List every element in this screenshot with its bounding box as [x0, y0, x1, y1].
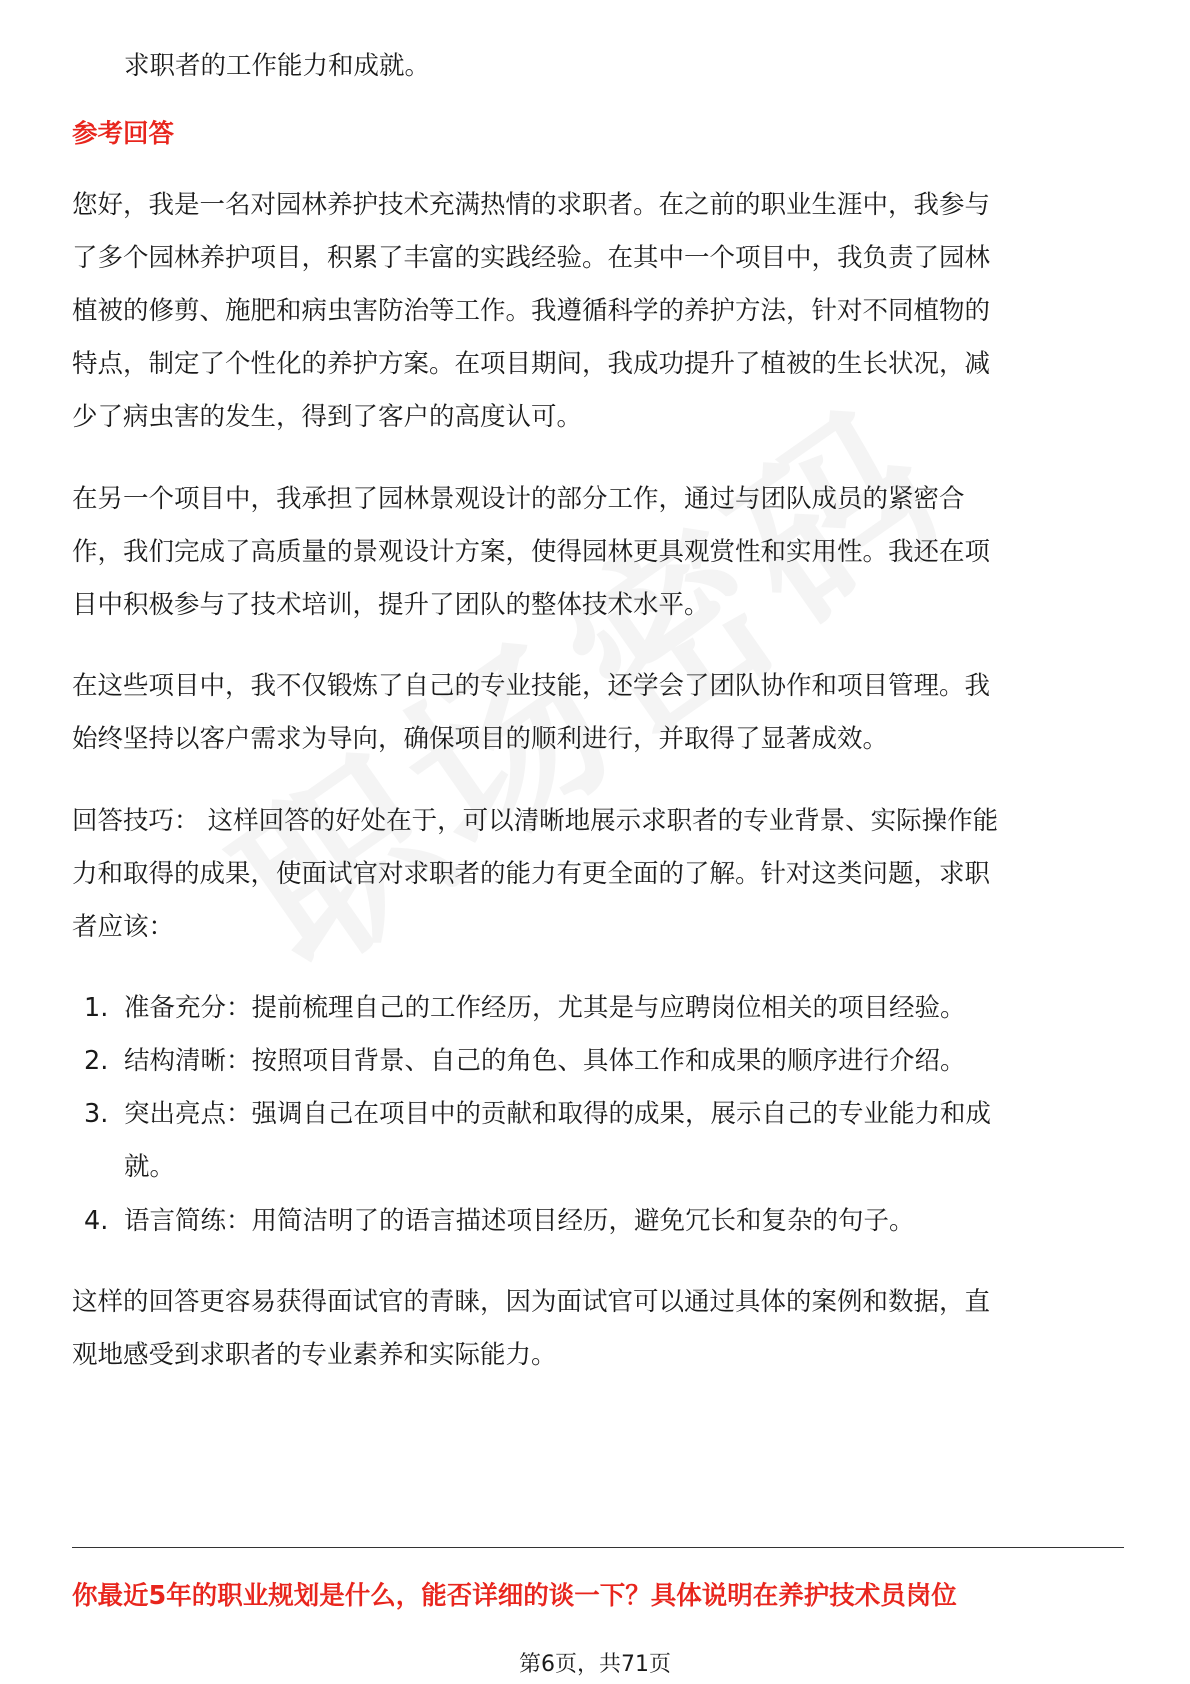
list-text: 准备充分：提前梳理自己的工作经历，尤其是与应聘岗位相关的项目经验。: [124, 993, 966, 1023]
text-line: 力和取得的成果，使面试官对求职者的能力有更全面的了解。针对这类问题，求职: [72, 859, 991, 889]
divider: [72, 1547, 1124, 1548]
text-line: 在另一个项目中，我承担了园林景观设计的部分工作，通过与团队成员的紧密合: [72, 484, 965, 514]
text-line: 者应该：: [72, 912, 175, 942]
text-line: 了多个园林养护项目，积累了丰富的实践经验。在其中一个项目中，我负责了园林: [72, 243, 991, 273]
list-number: 2.: [84, 1046, 109, 1076]
list-text: 突出亮点：强调自己在项目中的贡献和取得的成果，展示自己的专业能力和成: [124, 1099, 992, 1129]
section-heading: 参考回答: [72, 119, 175, 149]
list-number: 1.: [84, 993, 109, 1023]
list-text: 语言简练：用简洁明了的语言描述项目经历，避免冗长和复杂的句子。: [124, 1206, 915, 1236]
list-number: 3.: [84, 1099, 109, 1129]
text-line: 作，我们完成了高质量的景观设计方案，使得园林更具观赏性和实用性。我还在项: [72, 537, 991, 567]
text-line: 特点，制定了个性化的养护方案。在项目期间，我成功提升了植被的生长状况，减: [72, 349, 991, 379]
text-line: 求职者的工作能力和成就。: [124, 51, 431, 81]
text-line: 植被的修剪、施肥和病虫害防治等工作。我遵循科学的养护方法，针对不同植物的: [72, 296, 991, 326]
text-line: 您好，我是一名对园林养护技术充满热情的求职者。在之前的职业生涯中，我参与: [72, 190, 991, 220]
text-line: 回答技巧： 这样回答的好处在于，可以清晰地展示求职者的专业背景、实际操作能: [72, 806, 999, 836]
list-item: [84, 1043, 966, 1079]
list-item: [84, 990, 966, 1026]
text-line: 目中积极参与了技术培训，提升了团队的整体技术水平。: [72, 590, 710, 620]
list-text-continued: 就。: [124, 1152, 176, 1182]
page-footer: 第6页，共71页: [519, 1652, 671, 1677]
list-text: 结构清晰：按照项目背景、自己的角色、具体工作和成果的顺序进行介绍。: [124, 1046, 966, 1076]
list-item: [84, 1203, 915, 1239]
text-line: 这样的回答更容易获得面试官的青睐，因为面试官可以通过具体的案例和数据，直: [72, 1287, 991, 1317]
text-line: 在这些项目中，我不仅锻炼了自己的专业技能，还学会了团队协作和项目管理。我: [72, 671, 991, 701]
list-number: 4.: [84, 1206, 109, 1236]
text-line: 始终坚持以客户需求为导向，确保项目的顺利进行，并取得了显著成效。: [72, 724, 889, 754]
list-item: [84, 1096, 991, 1132]
text-line: 观地感受到求职者的专业素养和实际能力。: [72, 1340, 557, 1370]
text-line: 少了病虫害的发生，得到了客户的高度认可。: [72, 402, 583, 432]
next-question-heading: 你最近5年的职业规划是什么，能否详细的谈一下？具体说明在养护技术员岗位: [72, 1581, 957, 1611]
